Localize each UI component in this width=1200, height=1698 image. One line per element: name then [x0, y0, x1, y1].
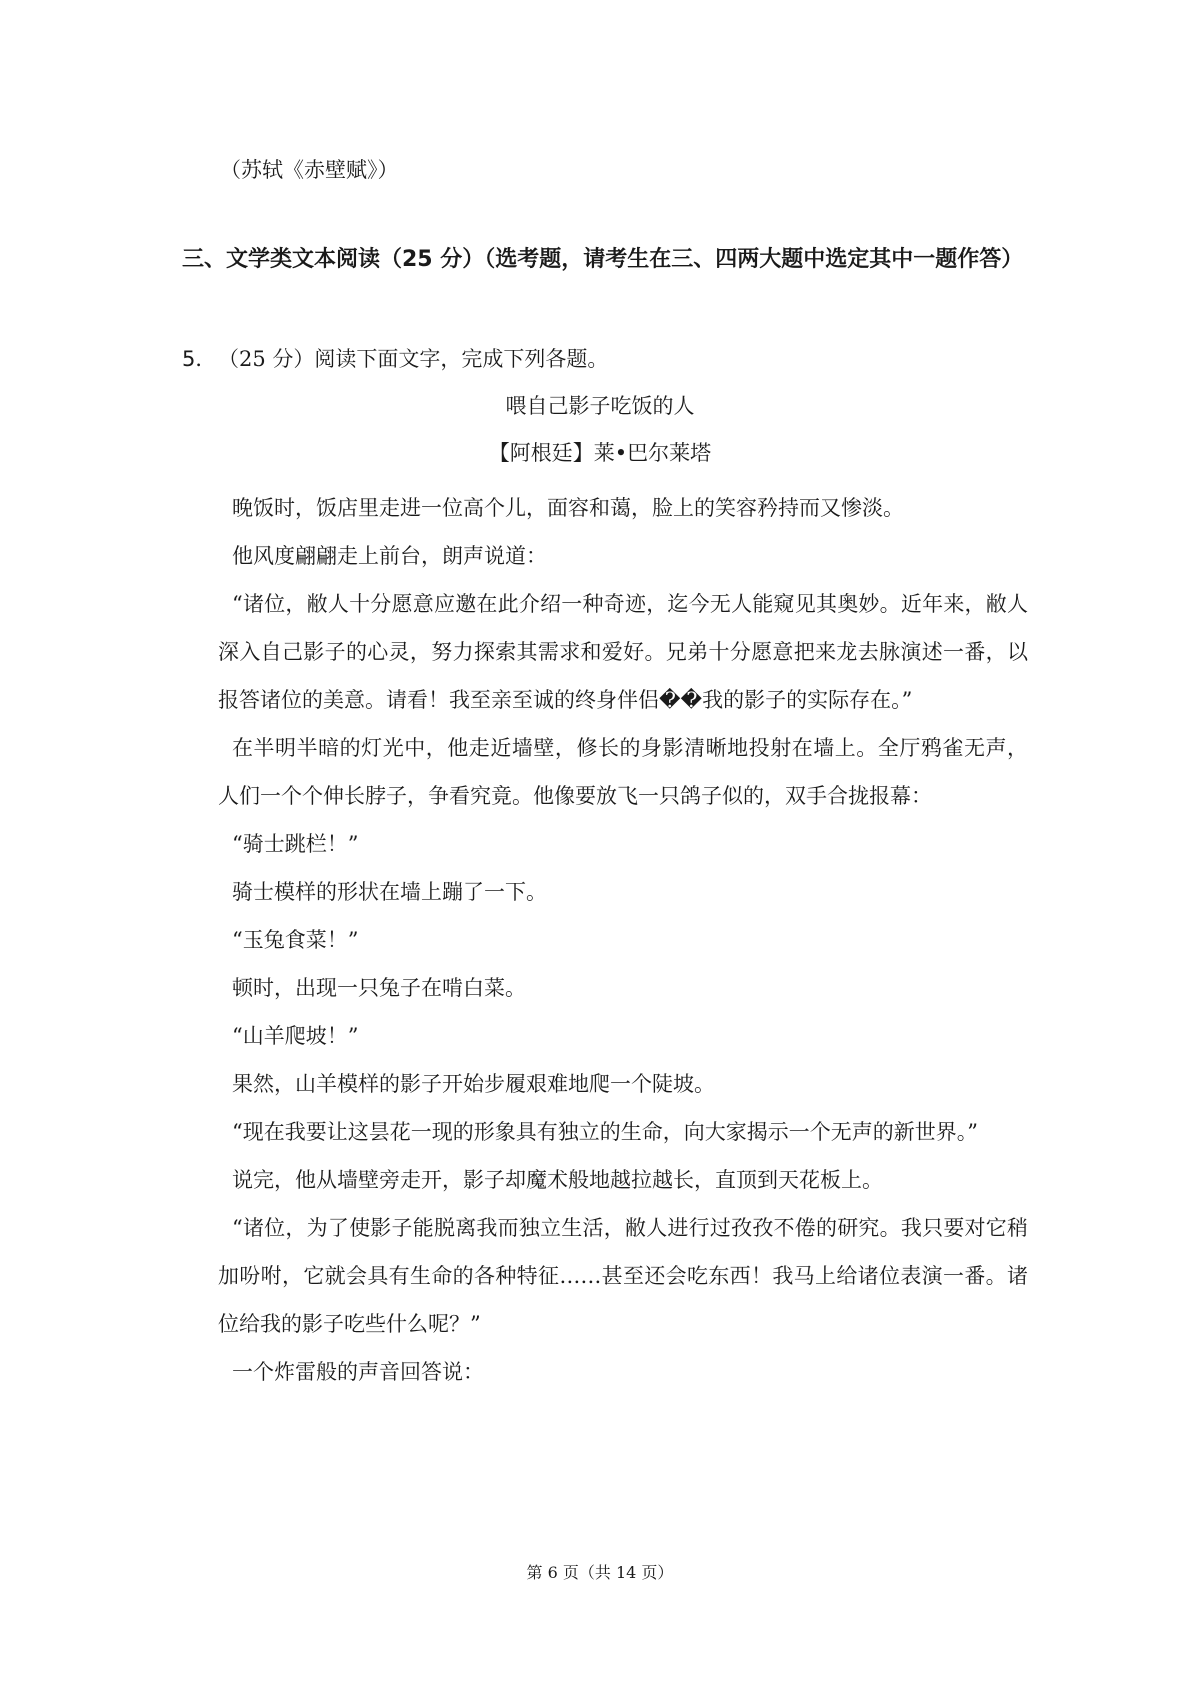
story-title: 喂自己影子吃饭的人: [505, 394, 695, 418]
story-body: [218, 484, 1028, 1396]
story-paragraph: “骑士跳栏！”: [232, 832, 359, 856]
story-author: 【阿根廷】莱•巴尔莱塔: [488, 441, 712, 465]
story-paragraph: 在半明半暗的灯光中，他走近墙壁，修长的身影清晰地投射在墙上。全厅鸦雀无声，人们一个个伸长脖子，争看究竟。他像要放飞一只鸽子似的，双手合拢报幕：: [218, 736, 1028, 808]
question-instruction: （25 分）阅读下面文字，完成下列各题。: [218, 347, 609, 371]
story-paragraph: 顿时，出现一只兔子在啃白菜。: [232, 976, 526, 1000]
story-paragraph: “诸位，敝人十分愿意应邀在此介绍一种奇迹，迄今无人能窥见其奥妙。近年来，敝人深入自己影子的心灵，努力探索其需求和爱好。兄弟十分愿意把来龙去脉演述一番，以报答诸位的美意。请看！我至亲至诚的终身伴侣��我的影子的实际存在。”: [218, 592, 1028, 712]
story-paragraph: “诸位，为了使影子能脱离我而独立生活，敝人进行过孜孜不倦的研究。我只要对它稍加吩咐，它就会具有生命的各种特征……甚至还会吃东西！我马上给诸位表演一番。诸位给我的影子吃些什么呢？”: [218, 1216, 1028, 1336]
story-paragraph: “山羊爬坡！”: [232, 1024, 359, 1048]
story-paragraph: “现在我要让这昙花一现的形象具有独立的生命，向大家揭示一个无声的新世界。”: [232, 1120, 978, 1144]
section-heading: 三、文学类文本阅读（25 分）（选考题，请考生在三、四两大题中选定其中一题作答）: [182, 247, 1024, 272]
question-5: [182, 344, 608, 374]
story-paragraph: 说完，他从墙壁旁走开，影子却魔术般地越拉越长，直顶到天花板上。: [232, 1168, 883, 1192]
story-paragraph: 果然，山羊模样的影子开始步履艰难地爬一个陡坡。: [232, 1072, 715, 1096]
story-paragraph: “玉兔食菜！”: [232, 928, 359, 952]
page-footer: 第 6 页（共 14 页）: [526, 1563, 674, 1582]
story-paragraph: 一个炸雷般的声音回答说：: [232, 1360, 484, 1384]
story-paragraph: 他风度翩翩走上前台，朗声说道：: [232, 544, 547, 568]
source-citation: （苏轼《赤壁赋》）: [220, 158, 399, 182]
story-paragraph: 晚饭时，饭店里走进一位高个儿，面容和蔼，脸上的笑容矜持而又惨淡。: [232, 496, 904, 520]
story-paragraph: 骑士模样的形状在墙上蹦了一下。: [232, 880, 547, 904]
question-number: 5．: [182, 347, 217, 371]
